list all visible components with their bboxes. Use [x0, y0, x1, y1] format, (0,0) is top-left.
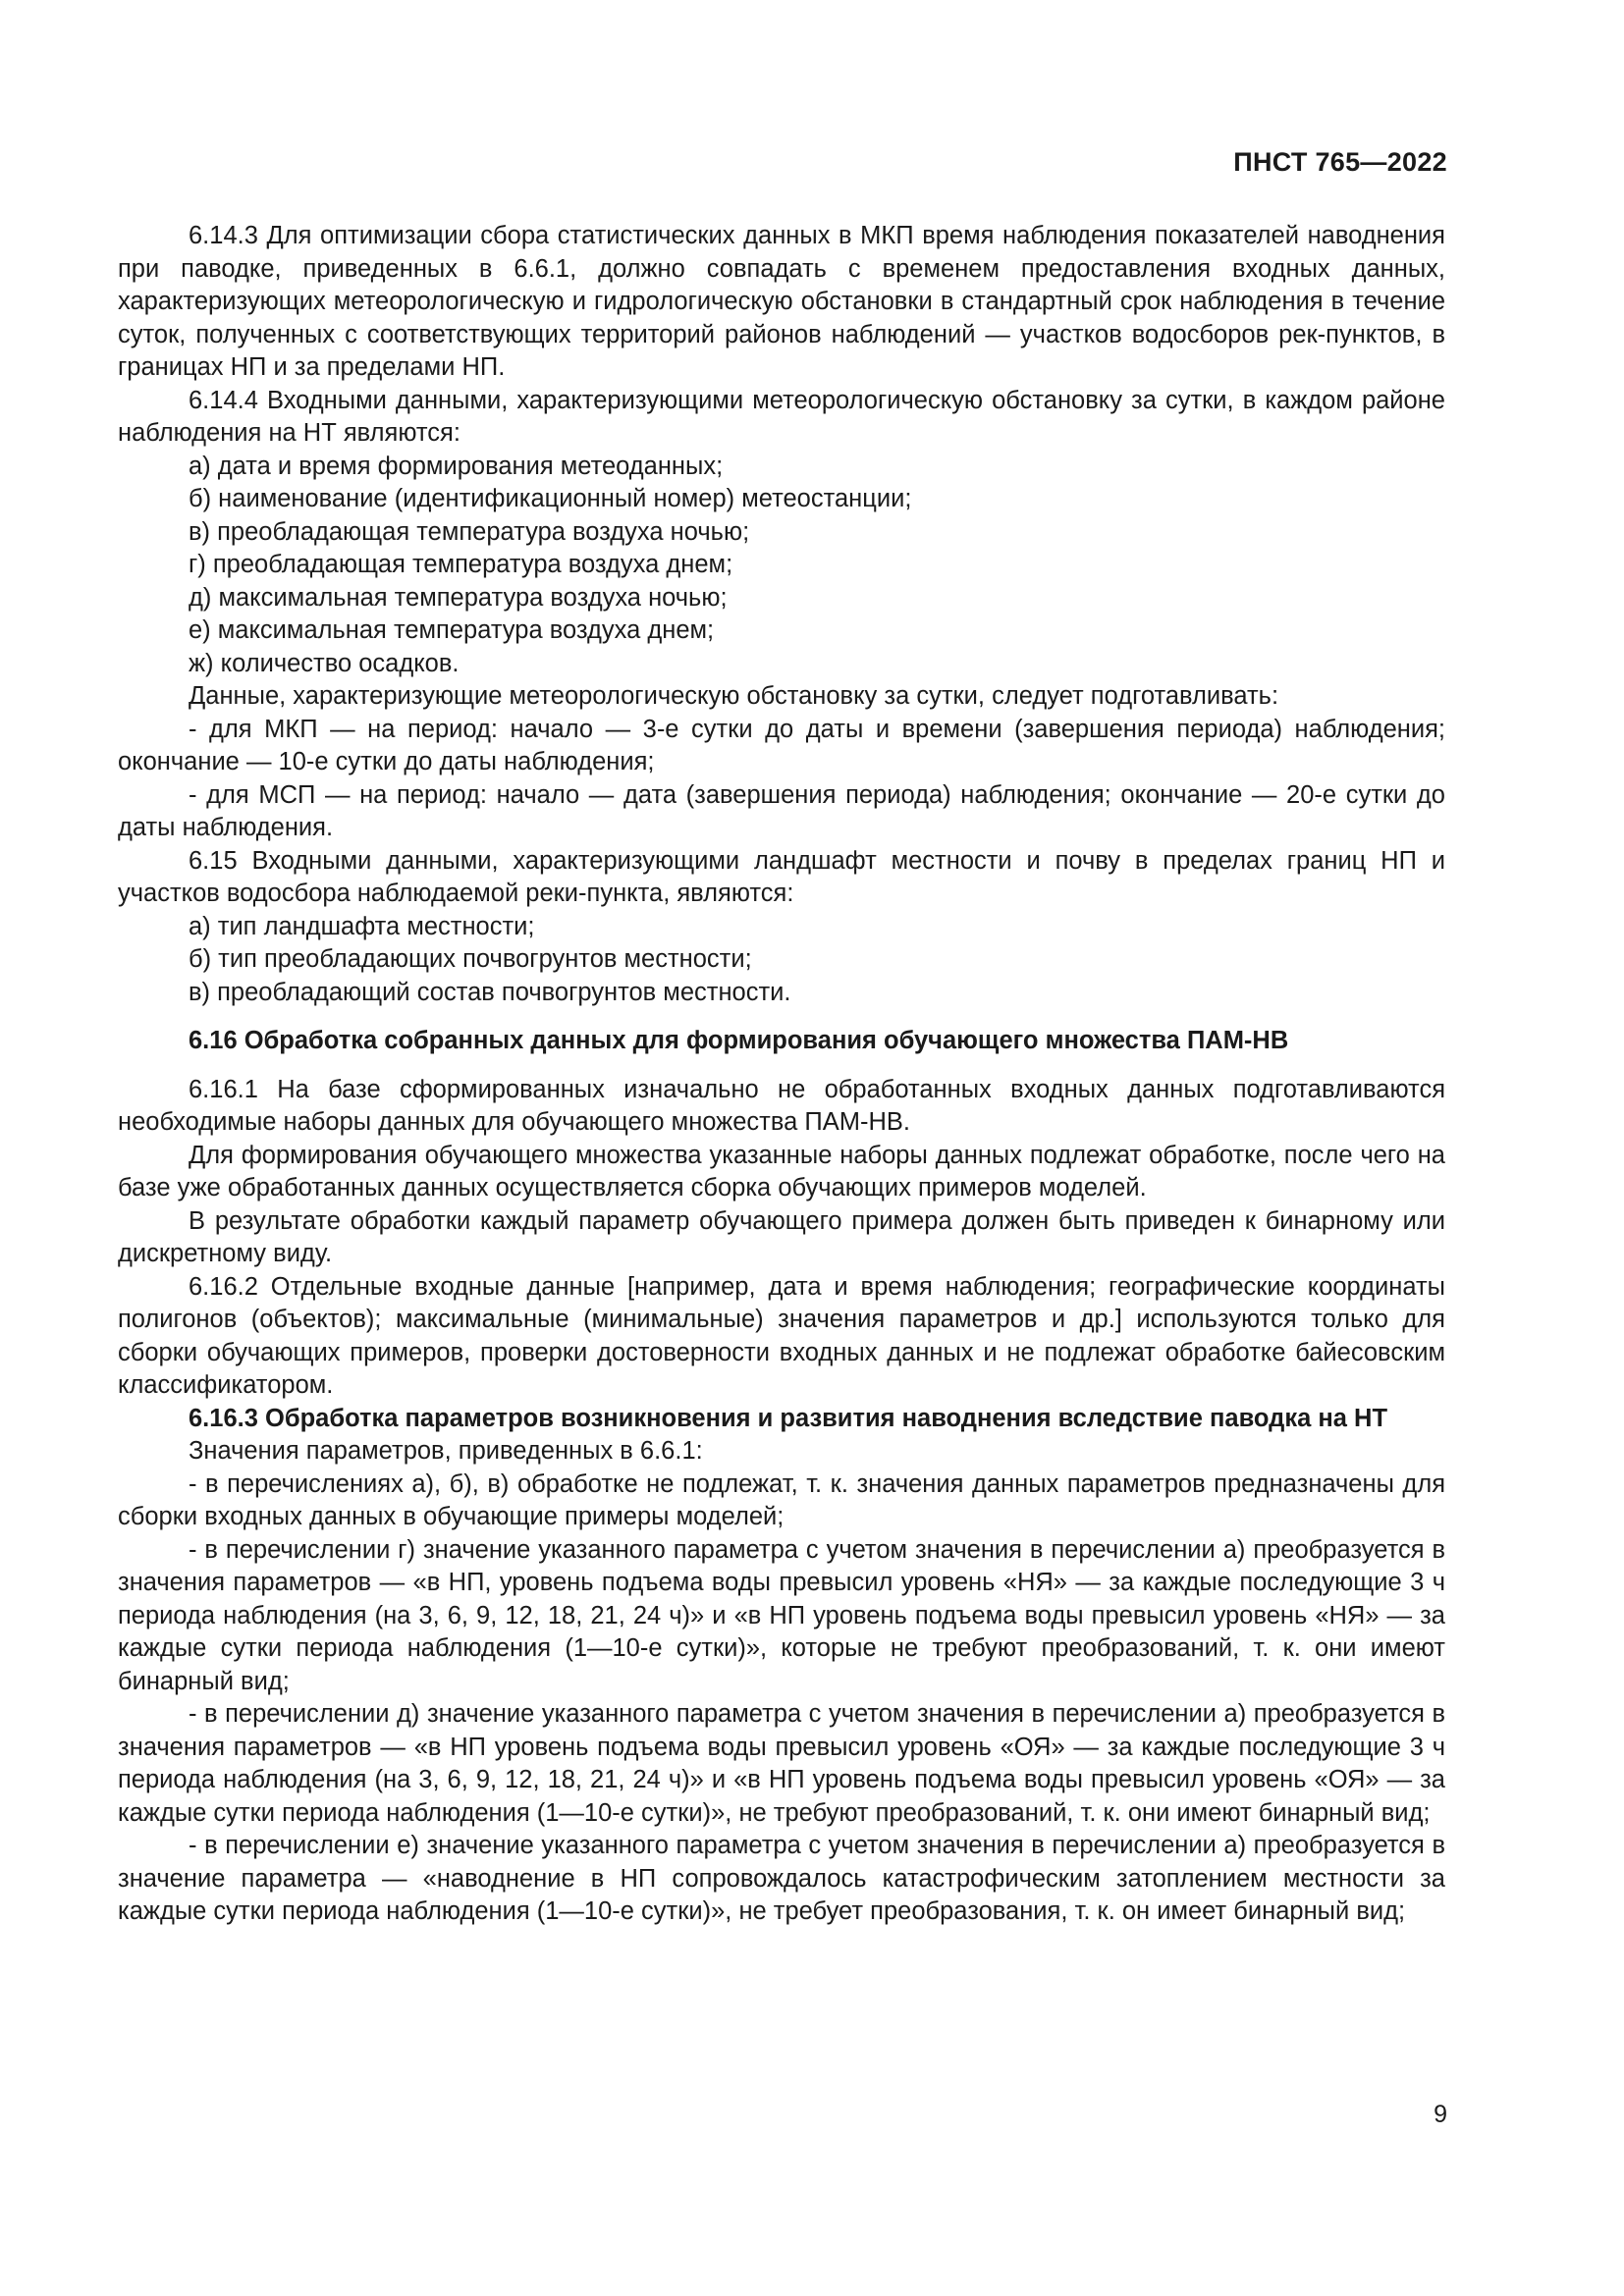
list-item: а) тип ландшафта местности;	[189, 912, 535, 940]
list-item: б) наименование (идентификационный номер) метеостанции;	[189, 485, 912, 512]
paragraph-6-14-4: 6.14.4 Входными данными, характеризующими метеорологическую обстановку за сутки, в каждом районе наблюдения на НТ являются:	[118, 386, 1445, 447]
section-heading-6-16: 6.16 Обработка собранных данных для формирования обучающего множества ПАМ-НВ	[189, 1027, 1289, 1054]
paragraph-parameter-values: Значения параметров, приведенных в 6.6.1:	[189, 1437, 703, 1465]
paragraph-enum-abv: - в перечислениях а), б), в) обработке не подлежат, т. к. значения данных параметров предназначены для сборки входных данных в обучающие примеры моделей;	[118, 1469, 1445, 1530]
paragraph-6-15: 6.15 Входными данными, характеризующими ландшафт местности и почву в пределах границ НП и участков водосбора наблюдаемой реки-пункта, являются:	[118, 846, 1445, 907]
list-item: а) дата и время формирования метеоданных;	[189, 452, 724, 480]
page-body	[118, 220, 1445, 1929]
paragraph-binary-form: В результате обработки каждый параметр обучающего примера должен быть приведен к бинарному или дискретному виду.	[118, 1206, 1445, 1267]
list-item: е) максимальная температура воздуха днем;	[189, 616, 715, 644]
paragraph-msp-period: - для МСП — на период: начало — дата (завершения периода) наблюдения; окончание — 20-е сутки до даты наблюдения.	[118, 780, 1445, 841]
paragraph-6-14-3: 6.14.3 Для оптимизации сбора статистических данных в МКП время наблюдения показателей наводнения при паводке, приведенных в 6.6.1, должно совпадать с временем предоставления входных данных, характеризующих метеорологическую и гидрологическую обстановки в стандартный срок наблюдения в течение суток, полученных с соответствующих территорий районов наблюдений — участков водосборов рек-пунктов, в границах НП и за пределами НП.	[118, 222, 1445, 381]
paragraph-enum-d: - в перечислении д) значение указанного параметра с учетом значения в перечислении а) преобразуется в значения параметров — «в НП уровень подъема воды превысил уровень «ОЯ» — за каждые последующие 3 ч периода наблюдения (на 3, 6, 9, 12, 18, 21, 24 ч)» и «в НП уровень подъема воды превысил уровень «ОЯ» — за каждые сутки периода наблюдения (1—10-е сутки)», не требуют преобразований, т. к. они имеют бинарный вид;	[118, 1700, 1445, 1827]
paragraph-training-set: Для формирования обучающего множества указанные наборы данных подлежат обработке, после чего на базе уже обработанных данных осуществляется сборка обучающих примеров моделей.	[118, 1141, 1445, 1201]
paragraph-weather-data: Данные, характеризующие метеорологическую обстановку за сутки, следует подготавливать:	[189, 682, 1279, 710]
paragraph-mkp-period: - для МКП — на период: начало — 3-е сутки до даты и времени (завершения периода) наблюдения; окончание — 10-е сутки до даты наблюдения;	[118, 715, 1445, 775]
page-number: 9	[1434, 2101, 1447, 2128]
list-item: в) преобладающий состав почвогрунтов местности.	[189, 978, 791, 1006]
list-item: в) преобладающая температура воздуха ночью;	[189, 517, 750, 546]
list-item: ж) количество осадков.	[189, 649, 460, 677]
paragraph-enum-e: - в перечислении е) значение указанного параметра с учетом значения в перечислении а) преобразуется в значение параметра — «наводнение в НП сопровождалось катастрофическим затоплением местности за каждые сутки периода наблюдения (1—10-е сутки)», не требует преобразования, т. к. он имеет бинарный вид;	[118, 1832, 1445, 1925]
list-item: г) преобладающая температура воздуха днем;	[189, 551, 733, 578]
paragraph-6-16-2: 6.16.2 Отдельные входные данные [например, дата и время наблюдения; географические координаты полигонов (объектов); максимальные (минимальные) значения параметров и др.] используются только для сборки обучающих примеров, проверки достоверности входных данных и не подлежат обработке байесовским классификатором.	[118, 1272, 1445, 1399]
section-heading-6-16-3: 6.16.3 Обработка параметров возникновения и развития наводнения вследствие паводка на НТ	[189, 1404, 1388, 1432]
list-item: д) максимальная температура воздуха ночью;	[189, 583, 728, 612]
paragraph-6-16-1: 6.16.1 На базе сформированных изначально не обработанных входных данных подготавливаются необходимые наборы данных для обучающего множества ПАМ-НВ.	[118, 1075, 1445, 1136]
document-code: ПНСТ 765—2022	[1233, 147, 1447, 177]
paragraph-enum-g: - в перечислении г) значение указанного параметра с учетом значения в перечислении а) преобразуется в значения параметров — «в НП, уровень подъема воды превысил уровень «НЯ» — за каждые последующие 3 ч периода наблюдения (на 3, 6, 9, 12, 18, 21, 24 ч)» и «в НП уровень подъема воды превысил уровень «НЯ» — за каждые сутки периода наблюдения (1—10-е сутки)», которые не требуют преобразований, т. к. они имеют бинарный вид;	[118, 1535, 1445, 1695]
list-item: б) тип преобладающих почвогрунтов местности;	[189, 945, 752, 973]
